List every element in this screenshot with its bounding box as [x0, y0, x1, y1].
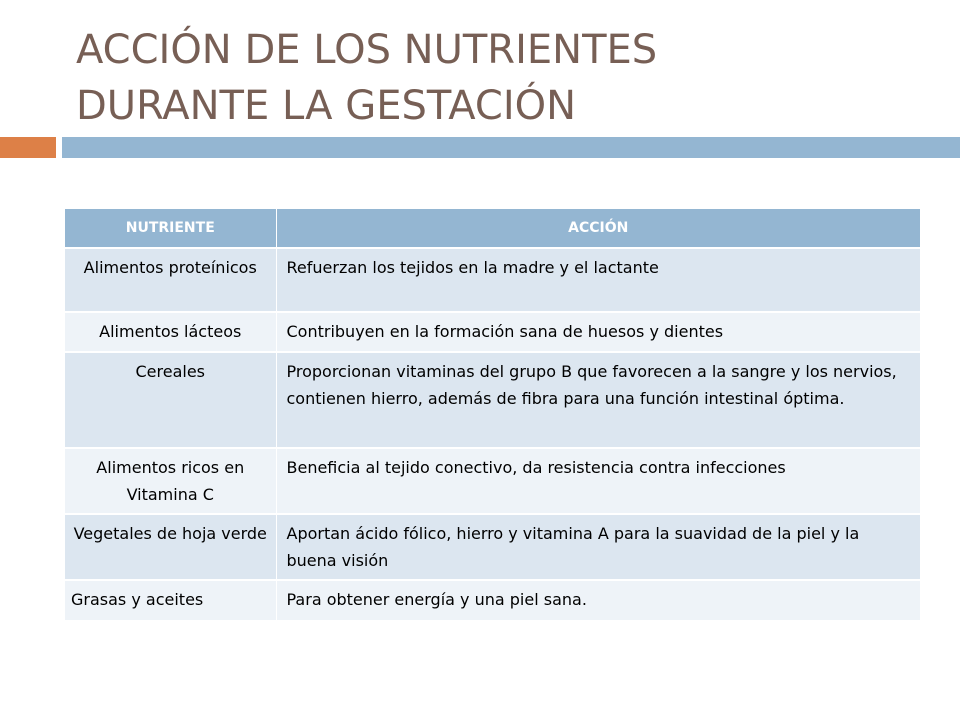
table-header-row: [65, 209, 920, 248]
nutrient-cell: Alimentos ricos en Vitamina C: [65, 448, 276, 514]
table-row: [65, 312, 920, 352]
nutrients-table: [65, 209, 920, 620]
table-row: [65, 248, 920, 312]
nutrient-cell: Grasas y aceites: [65, 580, 276, 620]
table-row: [65, 448, 920, 514]
nutrient-cell: Cereales: [65, 352, 276, 448]
accent-bar-orange: [0, 137, 56, 158]
nutrient-cell: Alimentos proteínicos: [65, 248, 276, 312]
table-row: [65, 580, 920, 620]
header-nutrient: NUTRIENTE: [65, 209, 276, 248]
nutrient-cell: Vegetales de hoja verde: [65, 514, 276, 580]
action-cell: Proporcionan vitaminas del grupo B que favorecen a la sangre y los nervios, contienen hierro, además de fibra para una función intestinal óptima.: [276, 352, 920, 448]
action-cell: Beneficia al tejido conectivo, da resistencia contra infecciones: [276, 448, 920, 514]
action-cell: Contribuyen en la formación sana de huesos y dientes: [276, 312, 920, 352]
nutrient-cell: Alimentos lácteos: [65, 312, 276, 352]
table-row: [65, 514, 920, 580]
header-action: ACCIÓN: [276, 209, 920, 248]
action-cell: Aportan ácido fólico, hierro y vitamina A para la suavidad de la piel y la buena visión: [276, 514, 920, 580]
action-cell: Refuerzan los tejidos en la madre y el lactante: [276, 248, 920, 312]
accent-bar-blue: [62, 137, 960, 158]
action-cell: Para obtener energía y una piel sana.: [276, 580, 920, 620]
slide-title-line-1: ACCIÓN DE LOS NUTRIENTES: [76, 27, 658, 73]
slide-title: [76, 22, 936, 134]
table-row: [65, 352, 920, 448]
slide-title-line-2: DURANTE LA GESTACIÓN: [76, 83, 577, 129]
